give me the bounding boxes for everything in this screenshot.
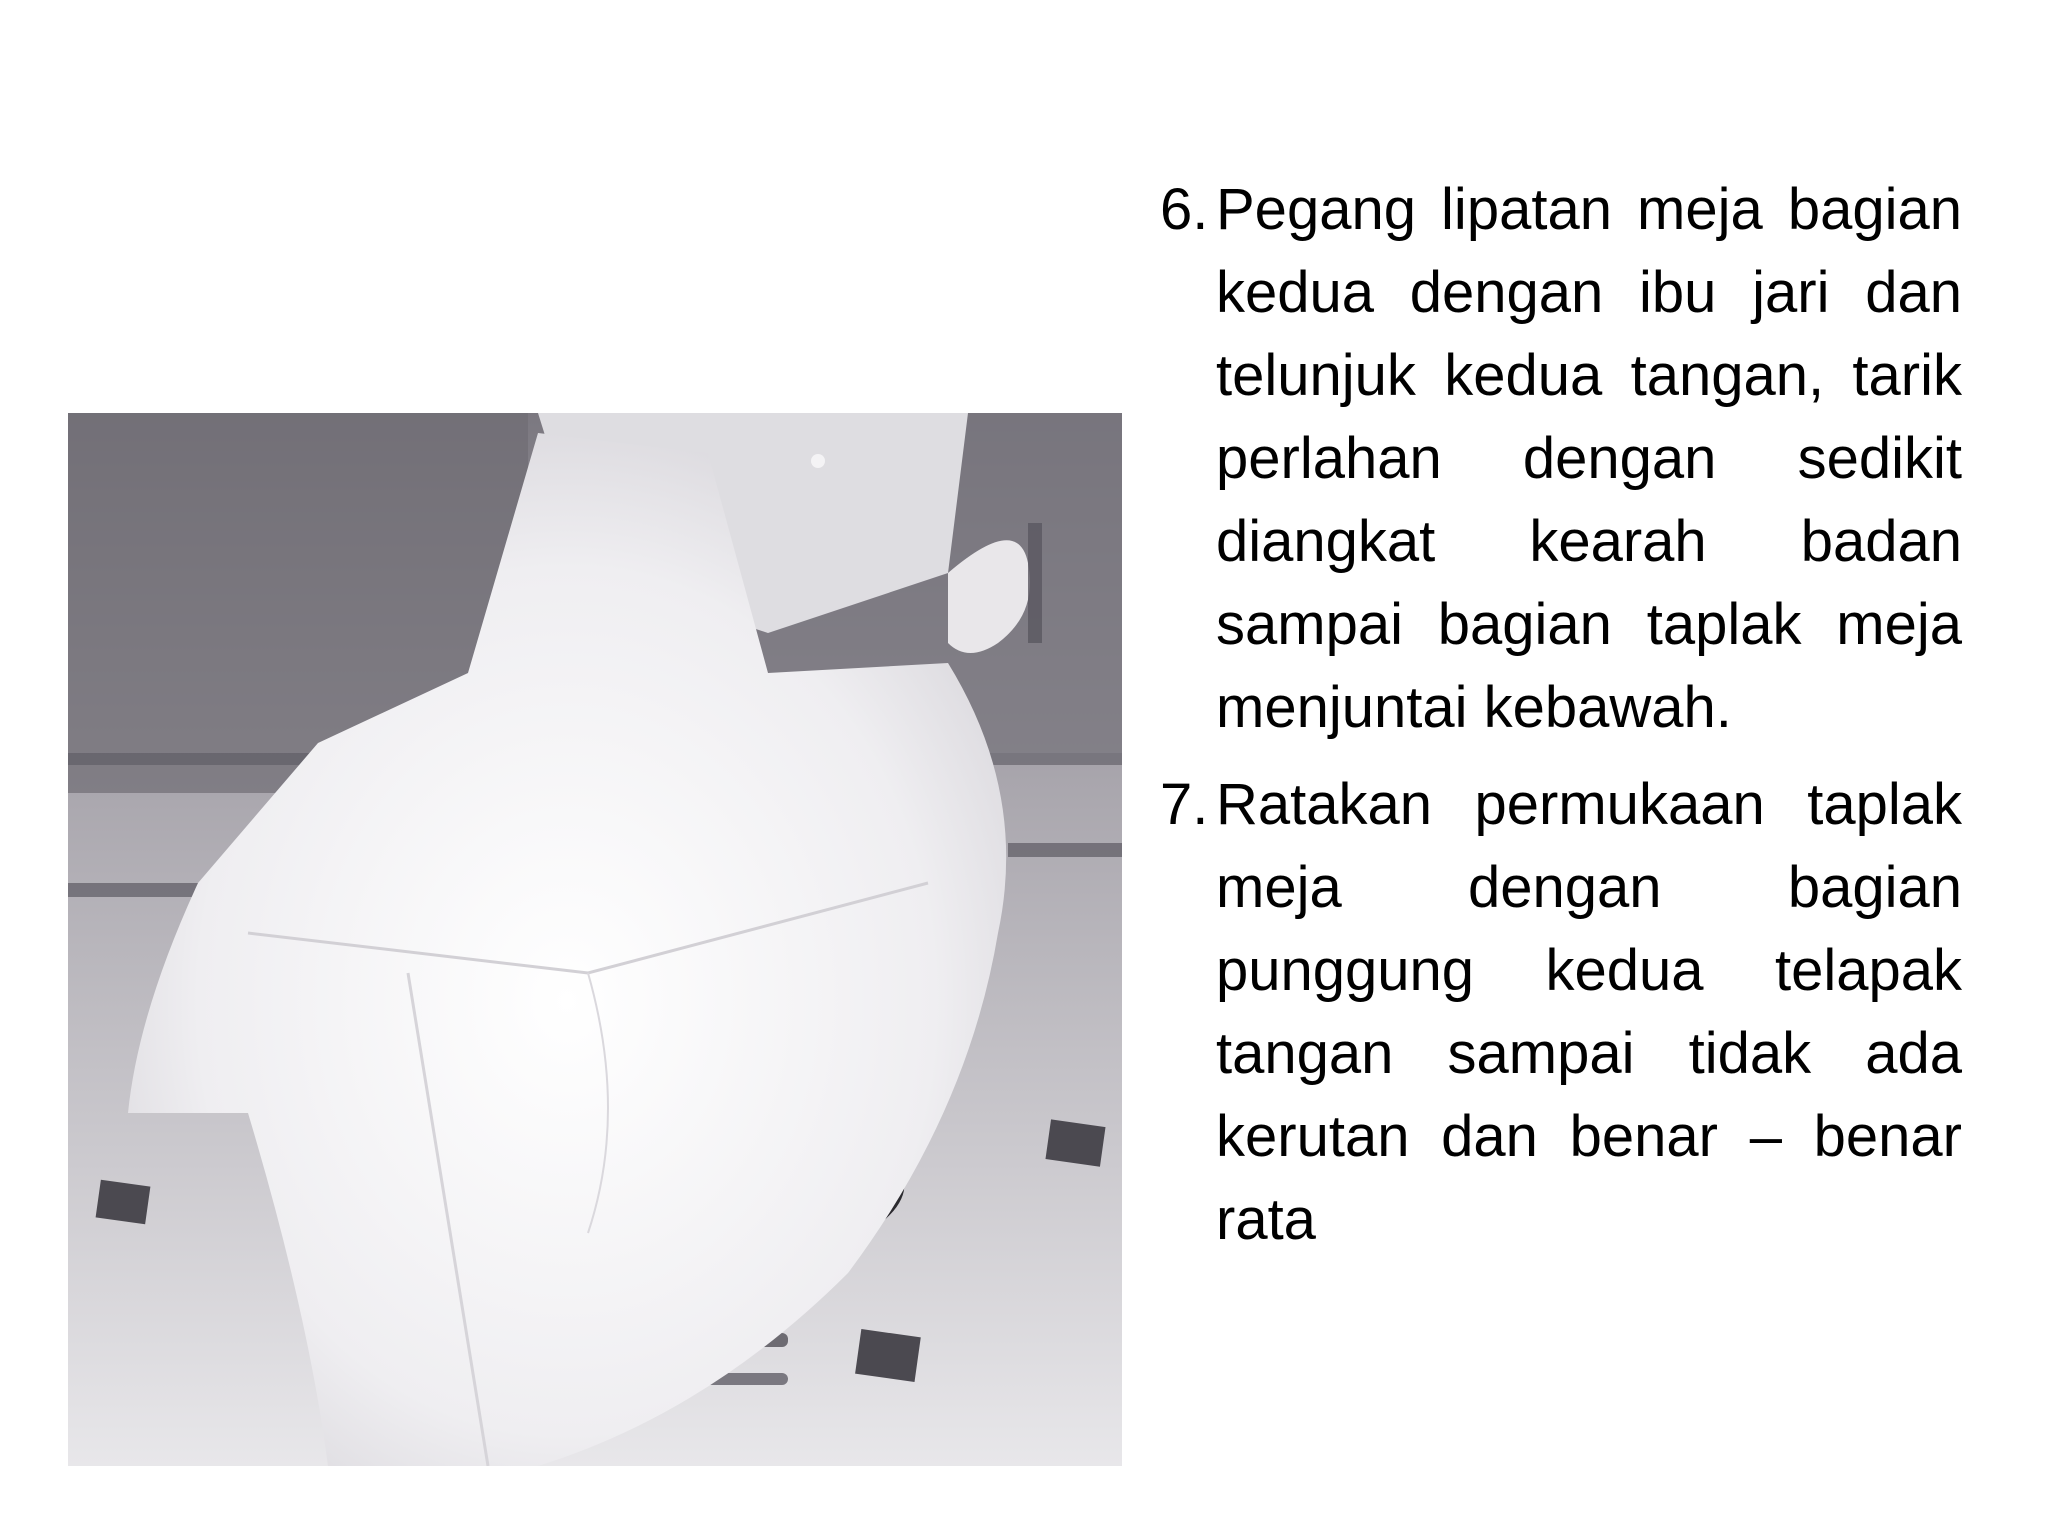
step-text: Ratakan permukaan taplak meja dengan bagian punggung kedua telapak tangan sampai tidak ada kerutan dan benar – benar rata xyxy=(1216,772,1962,1252)
step-text: Pegang lipatan meja bagian kedua dengan ibu jari dan telunjuk kedua tangan, tarik perlahan dengan sedikit diangkat kearah badan sampai bagian taplak meja menjuntai kebawah. xyxy=(1216,177,1962,740)
instruction-step-6 xyxy=(1160,168,1962,749)
tablecloth-photo-illustration xyxy=(68,413,1122,1466)
instruction-list xyxy=(1160,168,1962,1275)
step-number: 7. xyxy=(1160,772,1209,837)
step-number: 6. xyxy=(1160,177,1209,242)
instruction-step-7 xyxy=(1160,763,1962,1261)
tablecloth-photo xyxy=(68,413,1122,1466)
